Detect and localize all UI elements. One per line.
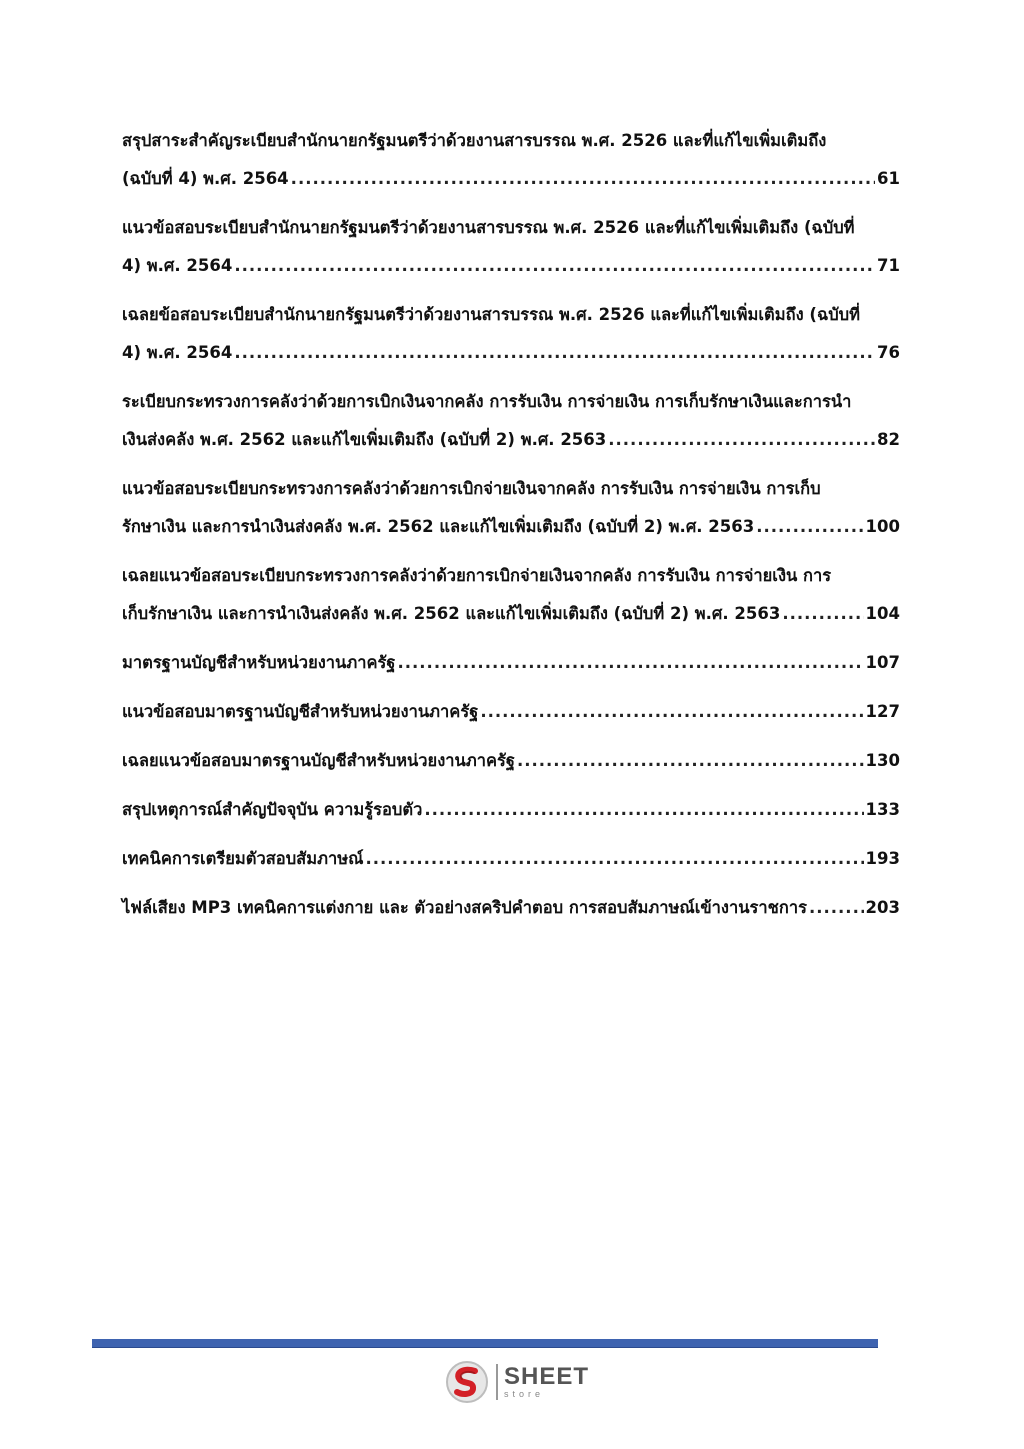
toc-page-number: 133 — [865, 800, 900, 819]
toc-entry[interactable] — [122, 296, 900, 372]
toc-entry-title-line2: รักษาเงิน และการนำเงินส่งคลัง พ.ศ. 2562 และแก้ไขเพิ่มเติมถึง (ฉบับที่ 2) พ.ศ. 2563 — [122, 517, 755, 536]
toc-entry-title-line1: เฉลยแนวข้อสอบระเบียบกระทรวงการคลังว่าด้วยการเบิกจ่ายเงินจากคลัง การรับเงิน การจ่ายเงิน การ — [122, 566, 832, 585]
table-of-contents — [122, 122, 900, 938]
toc-entry[interactable] — [122, 742, 900, 780]
toc-entry-title-line1: เฉลยข้อสอบระเบียบสำนักนายกรัฐมนตรีว่าด้วยงานสารบรรณ พ.ศ. 2526 และที่แก้ไขเพิ่มเติมถึง (ฉบับที่ — [122, 305, 861, 324]
toc-entry-title: เทคนิคการเตรียมตัวสอบสัมภาษณ์ — [122, 849, 364, 868]
dot-leader — [365, 840, 863, 878]
toc-entry-title-line1: แนวข้อสอบระเบียบสำนักนายกรัฐมนตรีว่าด้วยงานสารบรรณ พ.ศ. 2526 และที่แก้ไขเพิ่มเติมถึง (ฉบับที่ — [122, 218, 855, 237]
dot-leader — [234, 334, 875, 372]
sheet-store-logo — [444, 1359, 589, 1405]
toc-entry[interactable] — [122, 840, 900, 878]
toc-entry-title-line2: เก็บรักษาเงิน และการนำเงินส่งคลัง พ.ศ. 2562 และแก้ไขเพิ่มเติมถึง (ฉบับที่ 2) พ.ศ. 2563 — [122, 604, 781, 623]
dot-leader — [782, 595, 863, 633]
toc-entry-title: มาตรฐานบัญชีสำหรับหน่วยงานภาครัฐ — [122, 653, 396, 672]
dot-leader — [608, 421, 875, 459]
toc-page-number: 82 — [877, 430, 900, 449]
toc-entry-title-line2: (ฉบับที่ 4) พ.ศ. 2564 — [122, 169, 289, 188]
logo-divider — [496, 1364, 498, 1400]
toc-entry[interactable] — [122, 791, 900, 829]
s-logo-icon — [444, 1359, 490, 1405]
toc-page-number: 107 — [865, 653, 900, 672]
logo-text — [504, 1365, 589, 1399]
toc-page-number: 61 — [877, 169, 900, 188]
logo-subtext: store — [504, 1389, 545, 1399]
toc-entry-title-line1: สรุปสาระสำคัญระเบียบสำนักนายกรัฐมนตรีว่าด้วยงานสารบรรณ พ.ศ. 2526 และที่แก้ไขเพิ่มเติมถึง — [122, 131, 827, 150]
toc-entry-title-line1: แนวข้อสอบระเบียบกระทรวงการคลังว่าด้วยการเบิกจ่ายเงินจากคลัง การรับเงิน การจ่ายเงิน การเก็บ — [122, 479, 821, 498]
dot-leader — [397, 644, 863, 682]
toc-entry[interactable] — [122, 557, 900, 633]
toc-page-number: 71 — [877, 256, 900, 275]
dot-leader — [424, 791, 863, 829]
dot-leader — [480, 693, 863, 731]
toc-page-number: 130 — [865, 751, 900, 770]
toc-page-number: 76 — [877, 343, 900, 362]
toc-entry-title: เฉลยแนวข้อสอบมาตรฐานบัญชีสำหรับหน่วยงานภาครัฐ — [122, 751, 515, 770]
dot-leader — [234, 247, 875, 285]
toc-page-number: 127 — [865, 702, 900, 721]
toc-entry[interactable] — [122, 209, 900, 285]
toc-entry[interactable] — [122, 693, 900, 731]
toc-entry[interactable] — [122, 644, 900, 682]
toc-entry-title: สรุปเหตุการณ์สำคัญปัจจุบัน ความรู้รอบตัว — [122, 800, 423, 819]
toc-entry-title-line2: เงินส่งคลัง พ.ศ. 2562 และแก้ไขเพิ่มเติมถึง (ฉบับที่ 2) พ.ศ. 2563 — [122, 430, 607, 449]
toc-entry[interactable] — [122, 470, 900, 546]
toc-entry[interactable] — [122, 122, 900, 198]
toc-entry-title: แนวข้อสอบมาตรฐานบัญชีสำหรับหน่วยงานภาครัฐ — [122, 702, 479, 721]
dot-leader — [291, 160, 875, 198]
toc-page-number: 193 — [865, 849, 900, 868]
dot-leader — [517, 742, 864, 780]
toc-entry-title-line2: 4) พ.ศ. 2564 — [122, 343, 233, 362]
toc-page-number: 104 — [865, 604, 900, 623]
toc-page-number: 203 — [865, 898, 900, 917]
logo-word: SHEET — [504, 1363, 590, 1390]
dot-leader — [809, 889, 864, 927]
toc-entry-title-line1: ระเบียบกระทรวงการคลังว่าด้วยการเบิกเงินจากคลัง การรับเงิน การจ่ายเงิน การเก็บรักษาเงินและการนำ — [122, 392, 852, 411]
toc-entry[interactable] — [122, 889, 900, 927]
toc-page-number: 100 — [865, 517, 900, 536]
toc-entry-title-line2: 4) พ.ศ. 2564 — [122, 256, 233, 275]
toc-entry-title: ไฟล์เสียง MP3 เทคนิคการแต่งกาย และ ตัวอย่างสคริปคำตอบ การสอบสัมภาษณ์เข้างานราชการ — [122, 898, 807, 917]
toc-entry[interactable] — [122, 383, 900, 459]
footer-rule — [92, 1339, 878, 1348]
dot-leader — [756, 508, 863, 546]
